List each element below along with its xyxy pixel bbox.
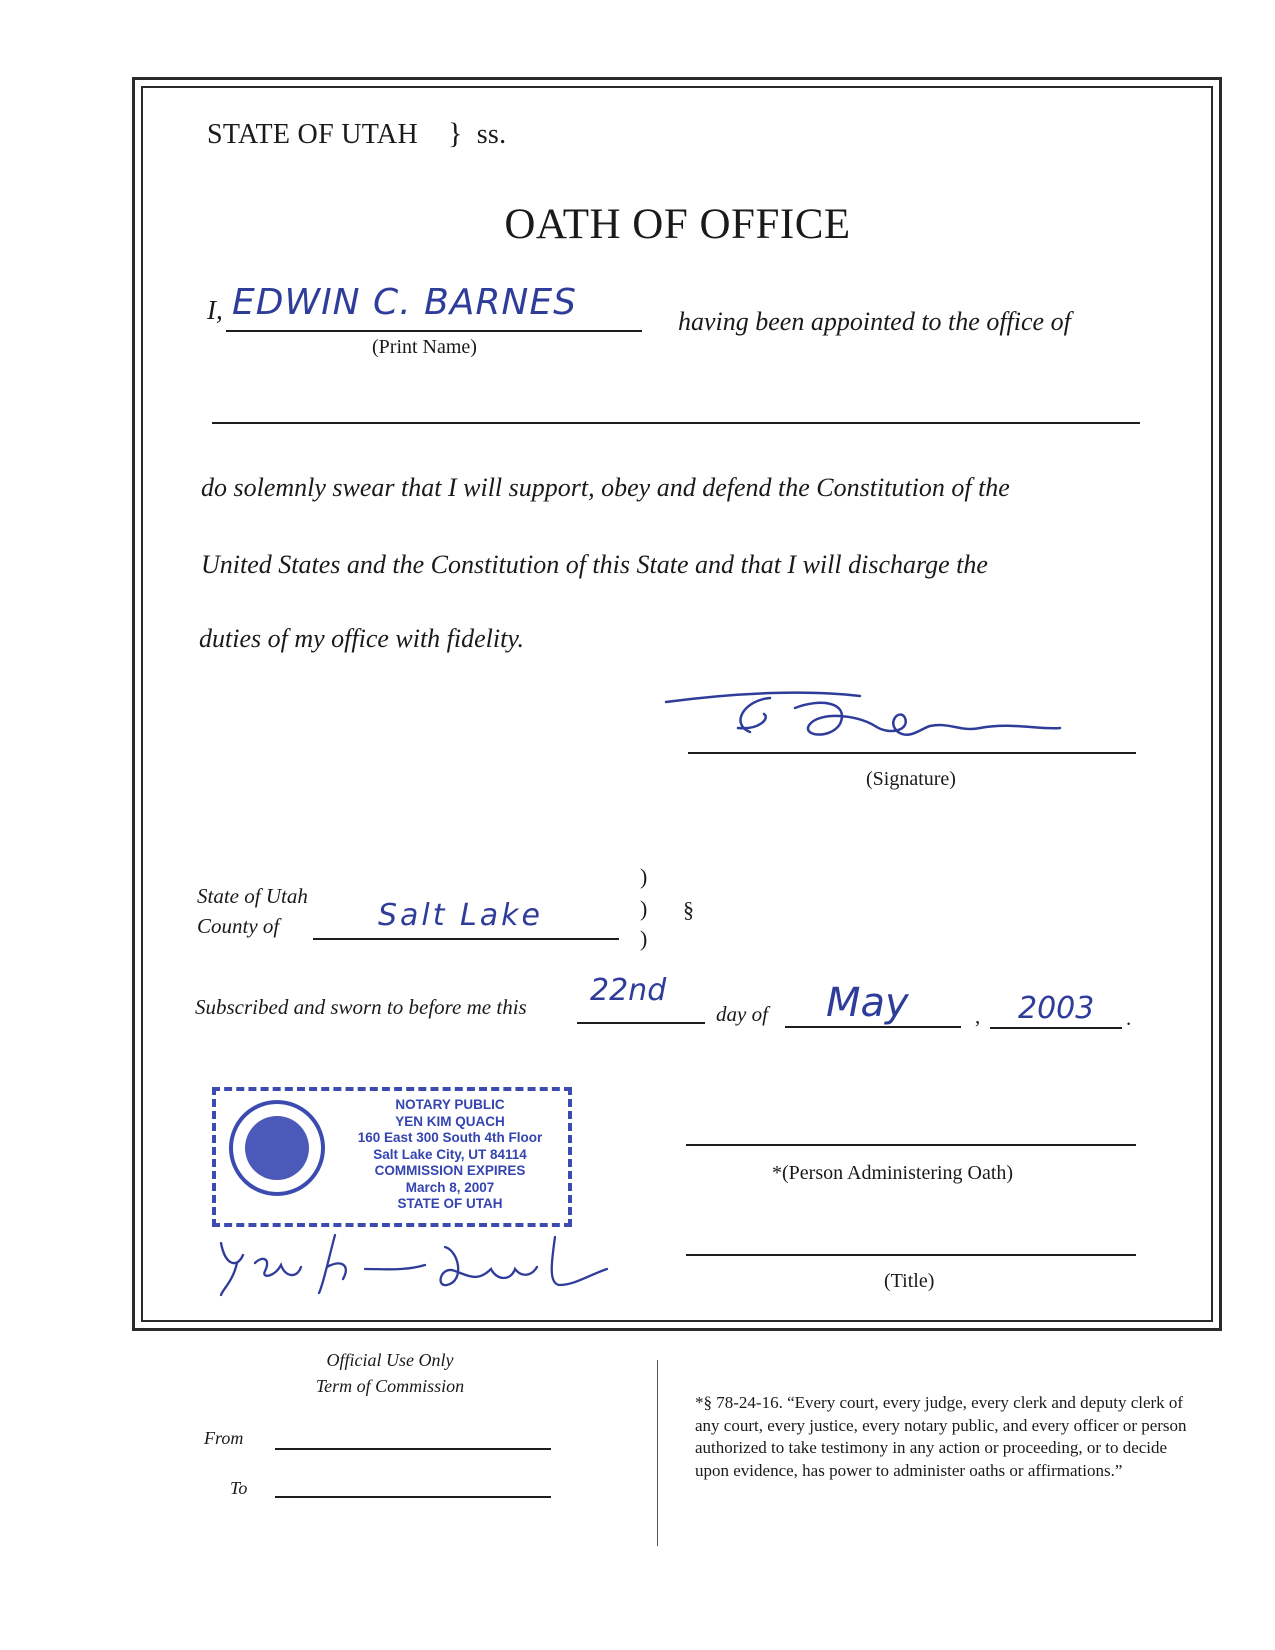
administering-label: *(Person Administering Oath) (772, 1162, 1014, 1184)
appointed-text: having been appointed to the office of (678, 307, 1071, 336)
venue-heading (207, 117, 506, 151)
stamp-line: STATE OF UTAH (397, 1196, 503, 1211)
month-value: May (826, 980, 909, 1026)
date-comma: , (975, 1004, 981, 1028)
title-line (686, 1254, 1136, 1256)
section-symbol: § (683, 897, 694, 922)
vertical-divider (657, 1360, 658, 1546)
oath-prefix: I, (207, 295, 223, 325)
venue-brace: } (447, 117, 463, 150)
term-of-commission-heading: Term of Commission (315, 1376, 465, 1396)
notary-signature (215, 1225, 615, 1300)
paren-1: ) (640, 864, 648, 889)
signature-line (688, 752, 1136, 754)
day-of-text: day of (716, 1002, 768, 1026)
official-use-heading: Official Use Only (326, 1350, 454, 1370)
title-label: (Title) (884, 1270, 935, 1292)
from-line (275, 1448, 551, 1450)
stamp-line: YEN KIM QUACH (395, 1113, 505, 1129)
year-value: 2003 (1018, 991, 1095, 1026)
print-name-label: (Print Name) (372, 336, 477, 358)
year-line (990, 1027, 1122, 1029)
jurat-county-label: County of (197, 914, 280, 938)
administering-line (686, 1144, 1136, 1146)
stamp-line: 160 East 300 South 4th Floor (357, 1130, 543, 1145)
oath-line-2: United States and the Constitution of this State and that I will discharge the (201, 550, 988, 579)
date-period: . (1126, 1006, 1132, 1030)
stamp-line: NOTARY PUBLIC (395, 1097, 505, 1112)
subscribed-text: Subscribed and sworn to before me this (195, 995, 527, 1019)
signature-label: (Signature) (866, 768, 956, 790)
stamp-line: Salt Lake City, UT 84114 (373, 1146, 527, 1162)
document-title: OATH OF OFFICE (504, 201, 851, 248)
statute-footnote: *§ 78-24-16. “Every court, every judge, every clerk and deputy clerk of any court, every justice, every notary public, and every officer or person authorized to take testimony in any action or proceeding, or to decide upon evidence, has power to administer oaths or affirmations.” (695, 1393, 1187, 1480)
month-line (785, 1026, 961, 1028)
stamp-line: March 8, 2007 (405, 1179, 495, 1195)
oath-line-1: do solemnly swear that I will support, obey and defend the Constitution of the (201, 473, 1010, 502)
venue-state: STATE OF UTAH (207, 119, 418, 150)
stamp-line: COMMISSION EXPIRES (374, 1163, 526, 1178)
notary-stamp-text (330, 1097, 570, 1213)
county-value: Salt Lake (378, 898, 543, 933)
paren-3: ) (640, 926, 648, 951)
county-line (313, 938, 619, 940)
print-name-line (226, 330, 642, 332)
from-label: From (204, 1428, 244, 1448)
office-line (212, 422, 1140, 424)
officer-signature (660, 688, 1120, 758)
venue-ss: ss. (476, 119, 507, 150)
day-line (577, 1022, 705, 1024)
notary-seal-center (245, 1116, 309, 1180)
jurat-state-label: State of Utah (197, 884, 308, 908)
day-value: 22nd (590, 973, 667, 1008)
to-line (275, 1496, 551, 1498)
paren-2: ) (640, 896, 648, 921)
oath-line-3: duties of my office with fidelity. (199, 624, 524, 653)
to-label: To (230, 1478, 248, 1498)
printed-name-value: EDWIN C. BARNES (232, 282, 577, 323)
